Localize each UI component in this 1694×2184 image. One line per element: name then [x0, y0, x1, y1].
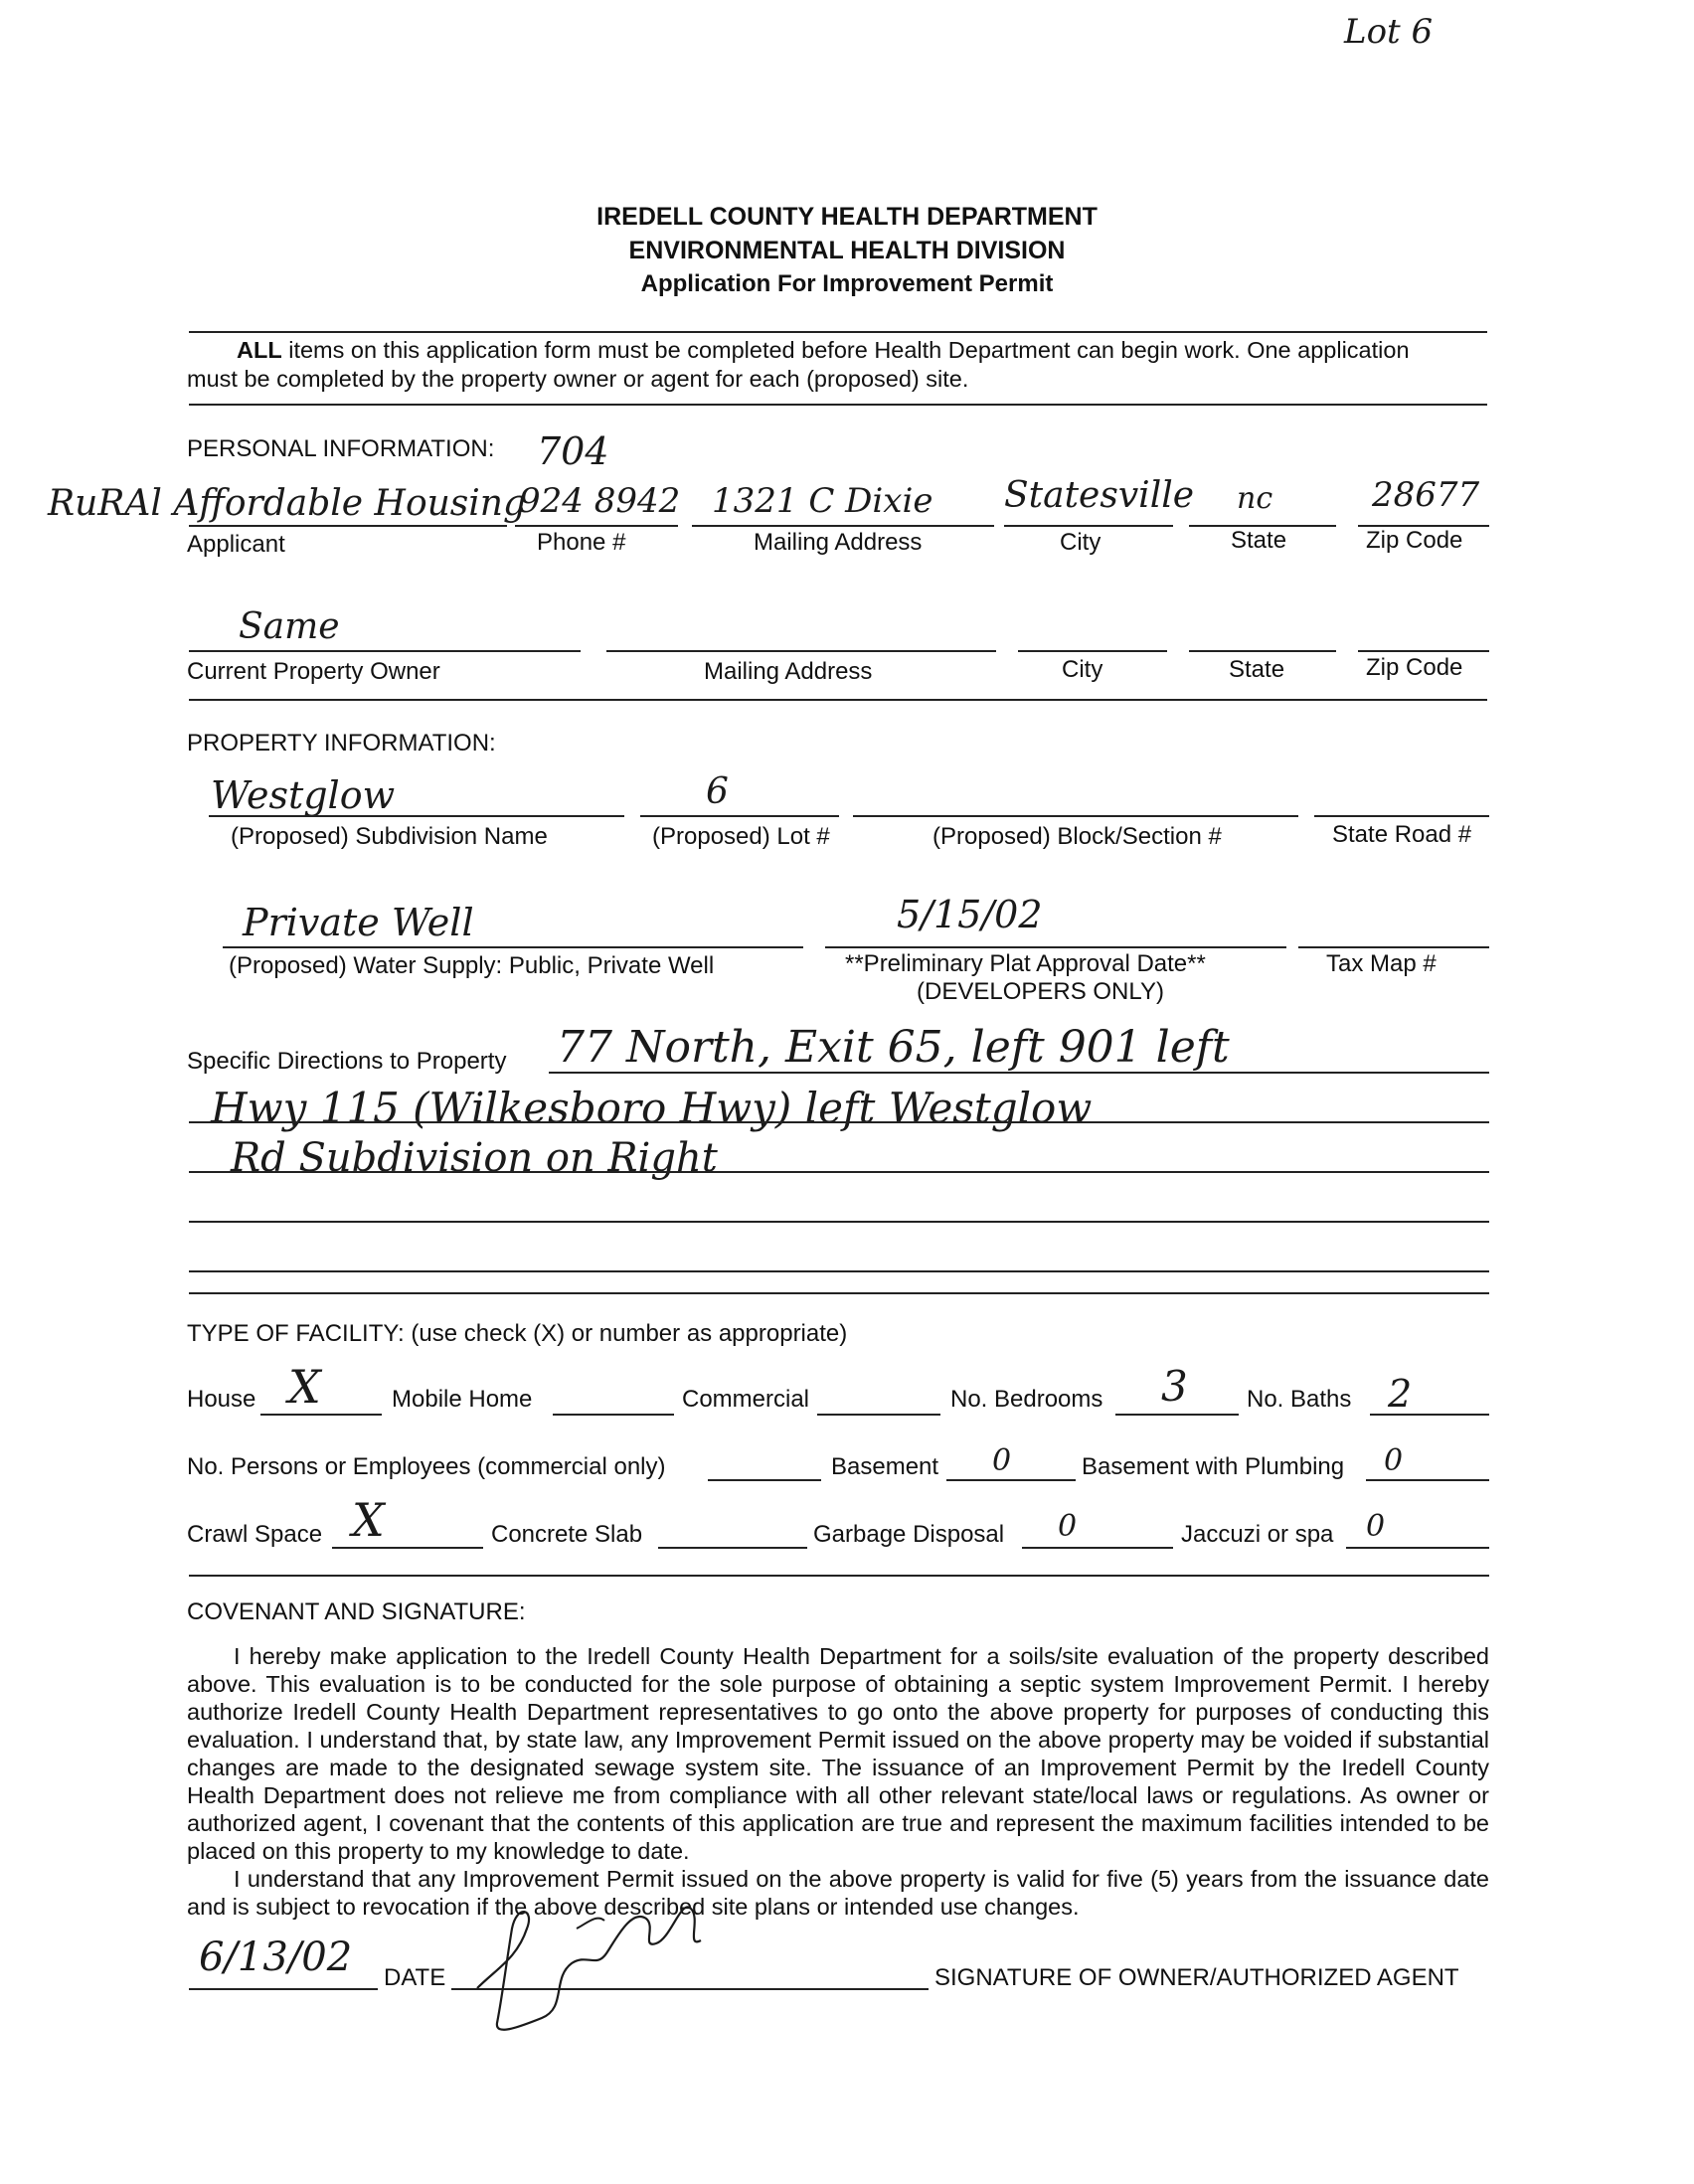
phone-value: 924 8942 — [519, 481, 681, 521]
covenant-paragraph-1: I hereby make application to the Iredell County Health Department for a soils/site evaluation of the property described above. This evaluation is to be conducted for the sole purpose of obtaining a septic system Improvement Permit. I hereby authorize Iredell County Health Department representatives to go onto the above property for purposes of conducting this evaluation. I understand that, by state law, any Improvement Permit issued on the above property may be voided if substantial changes are made to the designated sewage system site. The issuance of an Improvement Permit by the Iredell County Health Department does not relieve me from compliance with all other relevant state/local laws or regulations. As owner or authorized agent, I covenant that the contents of this application are true and represent the maximum facilities intended to be placed on this property to my knowledge to date. — [187, 1643, 1489, 1864]
owner-value: Same — [239, 606, 340, 647]
property-heading: PROPERTY INFORMATION: — [187, 730, 496, 756]
commercial-label: Commercial — [682, 1386, 810, 1413]
covenant-paragraph-2: I understand that any Improvement Permit issued on the above property is valid for five (5) years from the issuance date and is subject to revocation if the above described site plans or intended use changes. — [187, 1866, 1489, 1920]
zip-label: Zip Code — [1366, 527, 1463, 554]
header-division: ENVIRONMENTAL HEALTH DIVISION — [628, 237, 1066, 264]
basement-plumbing-line — [1366, 1479, 1489, 1481]
crawl-space-label: Crawl Space — [187, 1521, 323, 1548]
garbage-disposal-line — [1022, 1547, 1173, 1549]
crawl-space-value: X — [352, 1493, 385, 1547]
baths-value: 2 — [1388, 1372, 1413, 1416]
city-value: Statesville — [1004, 475, 1195, 516]
basement-plumbing-value: 0 — [1384, 1443, 1404, 1478]
jacuzzi-value: 0 — [1366, 1509, 1386, 1544]
house-label: House — [187, 1386, 256, 1413]
plat-date-value: 5/15/02 — [897, 893, 1043, 936]
owner-state-label: State — [1229, 656, 1285, 683]
subdivision-label: (Proposed) Subdivision Name — [231, 823, 548, 850]
owner-state-line — [1189, 650, 1336, 652]
plat-label: **Preliminary Plat Approval Date** — [845, 950, 1206, 977]
zip-value: 28677 — [1372, 475, 1480, 515]
lot-label: (Proposed) Lot # — [652, 823, 830, 850]
block-label: (Proposed) Block/Section # — [932, 823, 1222, 850]
taxmap-line — [1298, 946, 1489, 948]
owner-line — [189, 650, 581, 652]
jacuzzi-label: Jaccuzi or spa — [1181, 1521, 1334, 1548]
basement-line — [946, 1479, 1076, 1481]
personal-heading: PERSONAL INFORMATION: — [187, 435, 495, 462]
intro-text — [187, 336, 1489, 394]
bedrooms-value: 3 — [1161, 1362, 1188, 1411]
water-label: (Proposed) Water Supply: Public, Private Well — [229, 952, 715, 979]
basement-label: Basement — [831, 1453, 939, 1480]
basement-plumbing-label: Basement with Plumbing — [1082, 1453, 1345, 1480]
concrete-slab-label: Concrete Slab — [491, 1521, 643, 1548]
covenant-text — [187, 1642, 1489, 1921]
city-line — [1004, 525, 1173, 527]
subdivision-value: Westglow — [211, 773, 396, 817]
owner-mailing-line — [606, 650, 996, 652]
plat-line — [825, 946, 1286, 948]
facility-heading: TYPE OF FACILITY: (use check (X) or number as appropriate) — [187, 1320, 848, 1347]
garbage-disposal-value: 0 — [1058, 1509, 1078, 1544]
directions-rule-3 — [189, 1171, 1489, 1173]
divider — [189, 699, 1487, 701]
phone-area-value: 704 — [537, 429, 609, 473]
divider — [189, 1292, 1489, 1294]
block-line — [853, 815, 1298, 817]
applicant-value: RuRAl Affordable Housing — [48, 483, 527, 524]
garbage-disposal-label: Garbage Disposal — [813, 1521, 1005, 1548]
plat-sub-label: (DEVELOPERS ONLY) — [917, 978, 1164, 1005]
taxmap-label: Tax Map # — [1326, 950, 1437, 977]
mailing-value: 1321 C Dixie — [712, 481, 933, 521]
applicant-label: Applicant — [187, 531, 285, 558]
header-title: IREDELL COUNTY HEALTH DEPARTMENT — [596, 203, 1098, 231]
directions-line2: Hwy 115 (Wilkesboro Hwy) left Westglow — [211, 1084, 1093, 1132]
directions-line3: Rd Subdivision on Right — [231, 1135, 718, 1181]
corner-note: Lot 6 — [1344, 12, 1434, 52]
mailing-line — [692, 525, 994, 527]
mobile-home-line — [553, 1414, 674, 1416]
date-value: 6/13/02 — [199, 1934, 353, 1980]
mobile-home-label: Mobile Home — [392, 1386, 533, 1413]
directions-rule-4 — [189, 1221, 1489, 1223]
house-value: X — [288, 1360, 321, 1414]
subdivision-line — [209, 815, 624, 817]
covenant-heading: COVENANT AND SIGNATURE: — [187, 1598, 526, 1625]
owner-zip-label: Zip Code — [1366, 654, 1463, 681]
persons-label: No. Persons or Employees (commercial only) — [187, 1453, 666, 1480]
signature-label: SIGNATURE OF OWNER/AUTHORIZED AGENT — [934, 1964, 1459, 1991]
directions-rule-5 — [189, 1270, 1489, 1272]
concrete-slab-line — [658, 1547, 807, 1549]
state-value: nc — [1237, 481, 1273, 516]
date-label: DATE — [384, 1964, 446, 1991]
basement-value: 0 — [992, 1443, 1012, 1478]
applicant-line — [189, 525, 507, 527]
divider — [189, 404, 1487, 406]
jacuzzi-line — [1346, 1547, 1489, 1549]
owner-mailing-label: Mailing Address — [704, 658, 873, 685]
phone-label: Phone # — [537, 529, 626, 556]
directions-line1: 77 North, Exit 65, left 901 left — [557, 1022, 1230, 1073]
city-label: City — [1060, 529, 1101, 556]
persons-line-rule — [708, 1479, 821, 1481]
intro-line1: items on this application form must be completed before Health Department can begin work. One application — [288, 337, 1410, 363]
owner-zip-line — [1358, 650, 1489, 652]
lot-line — [640, 815, 839, 817]
phone-line — [515, 525, 678, 527]
divider — [189, 331, 1487, 333]
commercial-line — [817, 1414, 940, 1416]
bedrooms-label: No. Bedrooms — [950, 1386, 1103, 1413]
bedrooms-line — [1115, 1414, 1239, 1416]
directions-label: Specific Directions to Property — [187, 1048, 507, 1075]
road-line — [1314, 815, 1489, 817]
owner-city-line — [1018, 650, 1167, 652]
state-label: State — [1231, 527, 1287, 554]
directions-rule-2 — [189, 1121, 1489, 1123]
owner-city-label: City — [1062, 656, 1103, 683]
mailing-label: Mailing Address — [754, 529, 923, 556]
directions-rule-1 — [549, 1072, 1489, 1074]
house-line — [260, 1414, 382, 1416]
date-line — [189, 1988, 378, 1990]
baths-label: No. Baths — [1247, 1386, 1352, 1413]
water-line — [223, 946, 803, 948]
road-label: State Road # — [1332, 821, 1472, 848]
lot-value: 6 — [706, 771, 729, 812]
crawl-space-line — [332, 1547, 483, 1549]
intro-bold: ALL — [237, 337, 282, 363]
owner-label: Current Property Owner — [187, 658, 440, 685]
intro-line2: must be completed by the property owner or agent for each (proposed) site. — [187, 366, 969, 392]
header-subtitle: Application For Improvement Permit — [640, 270, 1054, 297]
divider — [189, 1575, 1489, 1577]
water-value: Private Well — [243, 901, 474, 944]
signature-scribble — [457, 1869, 716, 2038]
